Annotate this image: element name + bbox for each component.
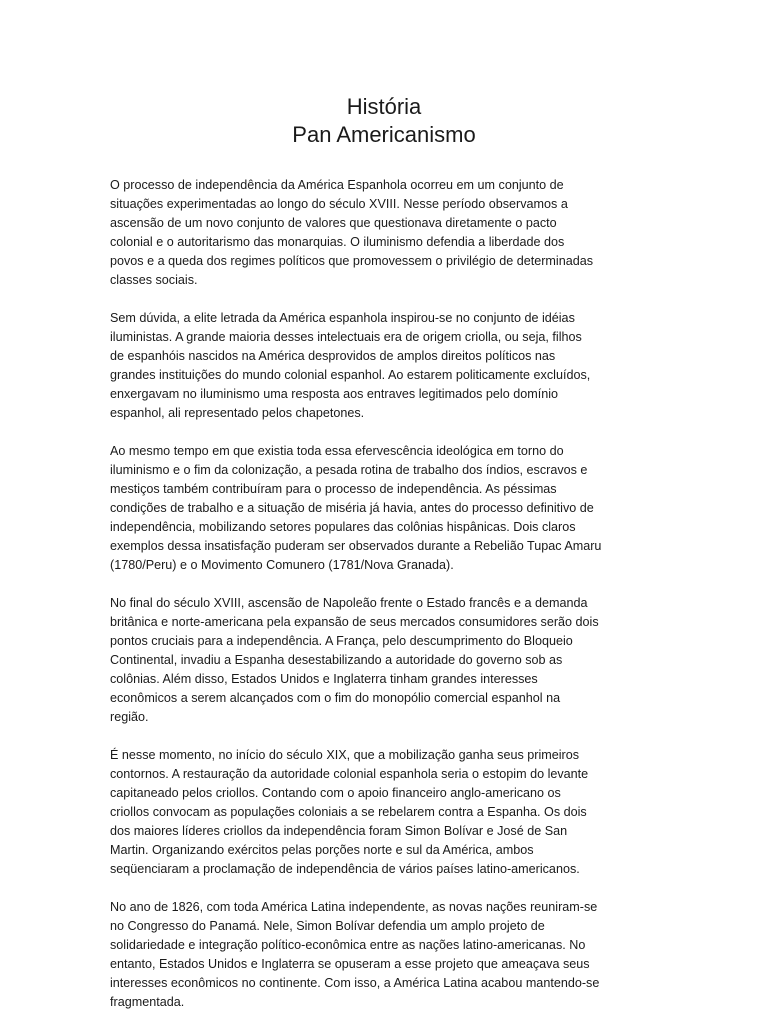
paragraph-line: O processo de independência da América Espanhola ocorreu em um conjunto de xyxy=(110,178,564,192)
paragraph-line: exemplos dessa insatisfação puderam ser observados durante a Rebelião Tupac Amaru xyxy=(110,539,602,553)
paragraph-line: iluministas. A grande maioria desses intelectuais era de origem criolla, ou seja, filhos xyxy=(110,330,582,344)
paragraph-line: condições de trabalho e a situação de miséria já havia, antes do processo definitivo de xyxy=(110,501,594,515)
paragraph-line: enxergavam no iluminismo uma resposta aos entraves legitimados pelo domínio xyxy=(110,387,559,401)
document-title xyxy=(0,93,768,149)
paragraph-2 xyxy=(110,309,666,423)
title-topic: Pan Americanismo xyxy=(292,122,476,147)
paragraph-line: ascensão de um novo conjunto de valores que questionava diretamente o pacto xyxy=(110,216,557,230)
paragraph-line: colonial e o autoritarismo das monarquias. O iluminismo defendia a liberdade dos xyxy=(110,235,565,249)
paragraph-6 xyxy=(110,898,666,1012)
paragraph-line: no Congresso do Panamá. Nele, Simon Bolívar defendia um amplo projeto de xyxy=(110,919,545,933)
document-body xyxy=(110,176,666,1031)
paragraph-line: britânica e norte-americana pela expansão de seus mercados consumidores serão dois xyxy=(110,615,599,629)
paragraph-line: contornos. A restauração da autoridade colonial espanhola seria o estopim do levante xyxy=(110,767,589,781)
paragraph-line: espanhol, ali representado pelos chapetones. xyxy=(110,406,365,420)
paragraph-line: independência, mobilizando setores populares das colônias hispânicas. Dois claros xyxy=(110,520,576,534)
paragraph-line: É nesse momento, no início do século XIX, que a mobilização ganha seus primeiros xyxy=(110,748,580,762)
paragraph-line: iluminismo e o fim da colonização, a pesada rotina de trabalho dos índios, escravos e xyxy=(110,463,588,477)
paragraph-line: solidariedade e integração político-econômica entre as nações latino-americanas. No xyxy=(110,938,586,952)
paragraph-line: fragmentada. xyxy=(110,995,185,1009)
paragraph-line: criollos convocam as populações coloniais a se rebelarem contra a Espanha. Os dois xyxy=(110,805,587,819)
paragraph-line: econômicos a serem alcançados com o fim do monopólio comercial espanhol na xyxy=(110,691,561,705)
paragraph-3 xyxy=(110,442,666,575)
paragraph-line: capitaneado pelos criollos. Contando com o apoio financeiro anglo-americano os xyxy=(110,786,561,800)
paragraph-line: de espanhóis nascidos na América desprovidos de amplos direitos políticos nas xyxy=(110,349,556,363)
paragraph-line: No ano de 1826, com toda América Latina independente, as novas nações reuniram-se xyxy=(110,900,598,914)
paragraph-5 xyxy=(110,746,666,879)
paragraph-line: povos e a queda dos regimes políticos que promovessem o privilégio de determinadas xyxy=(110,254,594,268)
paragraph-line: mestiços também contribuíram para o processo de independência. As péssimas xyxy=(110,482,557,496)
paragraph-line: Ao mesmo tempo em que existia toda essa efervescência ideológica em torno do xyxy=(110,444,564,458)
paragraph-line: No final do século XVIII, ascensão de Napoleão frente o Estado francês e a demanda xyxy=(110,596,588,610)
paragraph-1 xyxy=(110,176,666,290)
paragraph-line: classes sociais. xyxy=(110,273,198,287)
paragraph-line: Continental, invadiu a Espanha desestabilizando a autoridade do governo sob as xyxy=(110,653,563,667)
paragraph-line: pontos cruciais para a independência. A França, pelo descumprimento do Bloqueio xyxy=(110,634,573,648)
paragraph-line: situações experimentadas ao longo do século XVIII. Nesse período observamos a xyxy=(110,197,568,211)
paragraph-line: seqüenciaram a proclamação de independência de vários países latino-americanos. xyxy=(110,862,580,876)
paragraph-line: (1780/Peru) e o Movimento Comunero (1781/Nova Granada). xyxy=(110,558,454,572)
paragraph-line: grandes instituições do mundo colonial espanhol. Ao estarem politicamente excluídos, xyxy=(110,368,591,382)
title-subject: História xyxy=(346,94,422,119)
paragraph-line: região. xyxy=(110,710,149,724)
paragraph-4 xyxy=(110,594,666,727)
paragraph-line: Sem dúvida, a elite letrada da América espanhola inspirou-se no conjunto de idéias xyxy=(110,311,575,325)
paragraph-line: entanto, Estados Unidos e Inglaterra se opuseram a esse projeto que ameaçava seus xyxy=(110,957,590,971)
paragraph-line: dos maiores líderes criollos da independência foram Simon Bolívar e José de San xyxy=(110,824,568,838)
paragraph-line: Martin. Organizando exércitos pelas porções norte e sul da América, ambos xyxy=(110,843,534,857)
paragraph-line: colônias. Além disso, Estados Unidos e Inglaterra tinham grandes interesses xyxy=(110,672,538,686)
paragraph-line: interesses econômicos no continente. Com isso, a América Latina acabou mantendo-se xyxy=(110,976,600,990)
